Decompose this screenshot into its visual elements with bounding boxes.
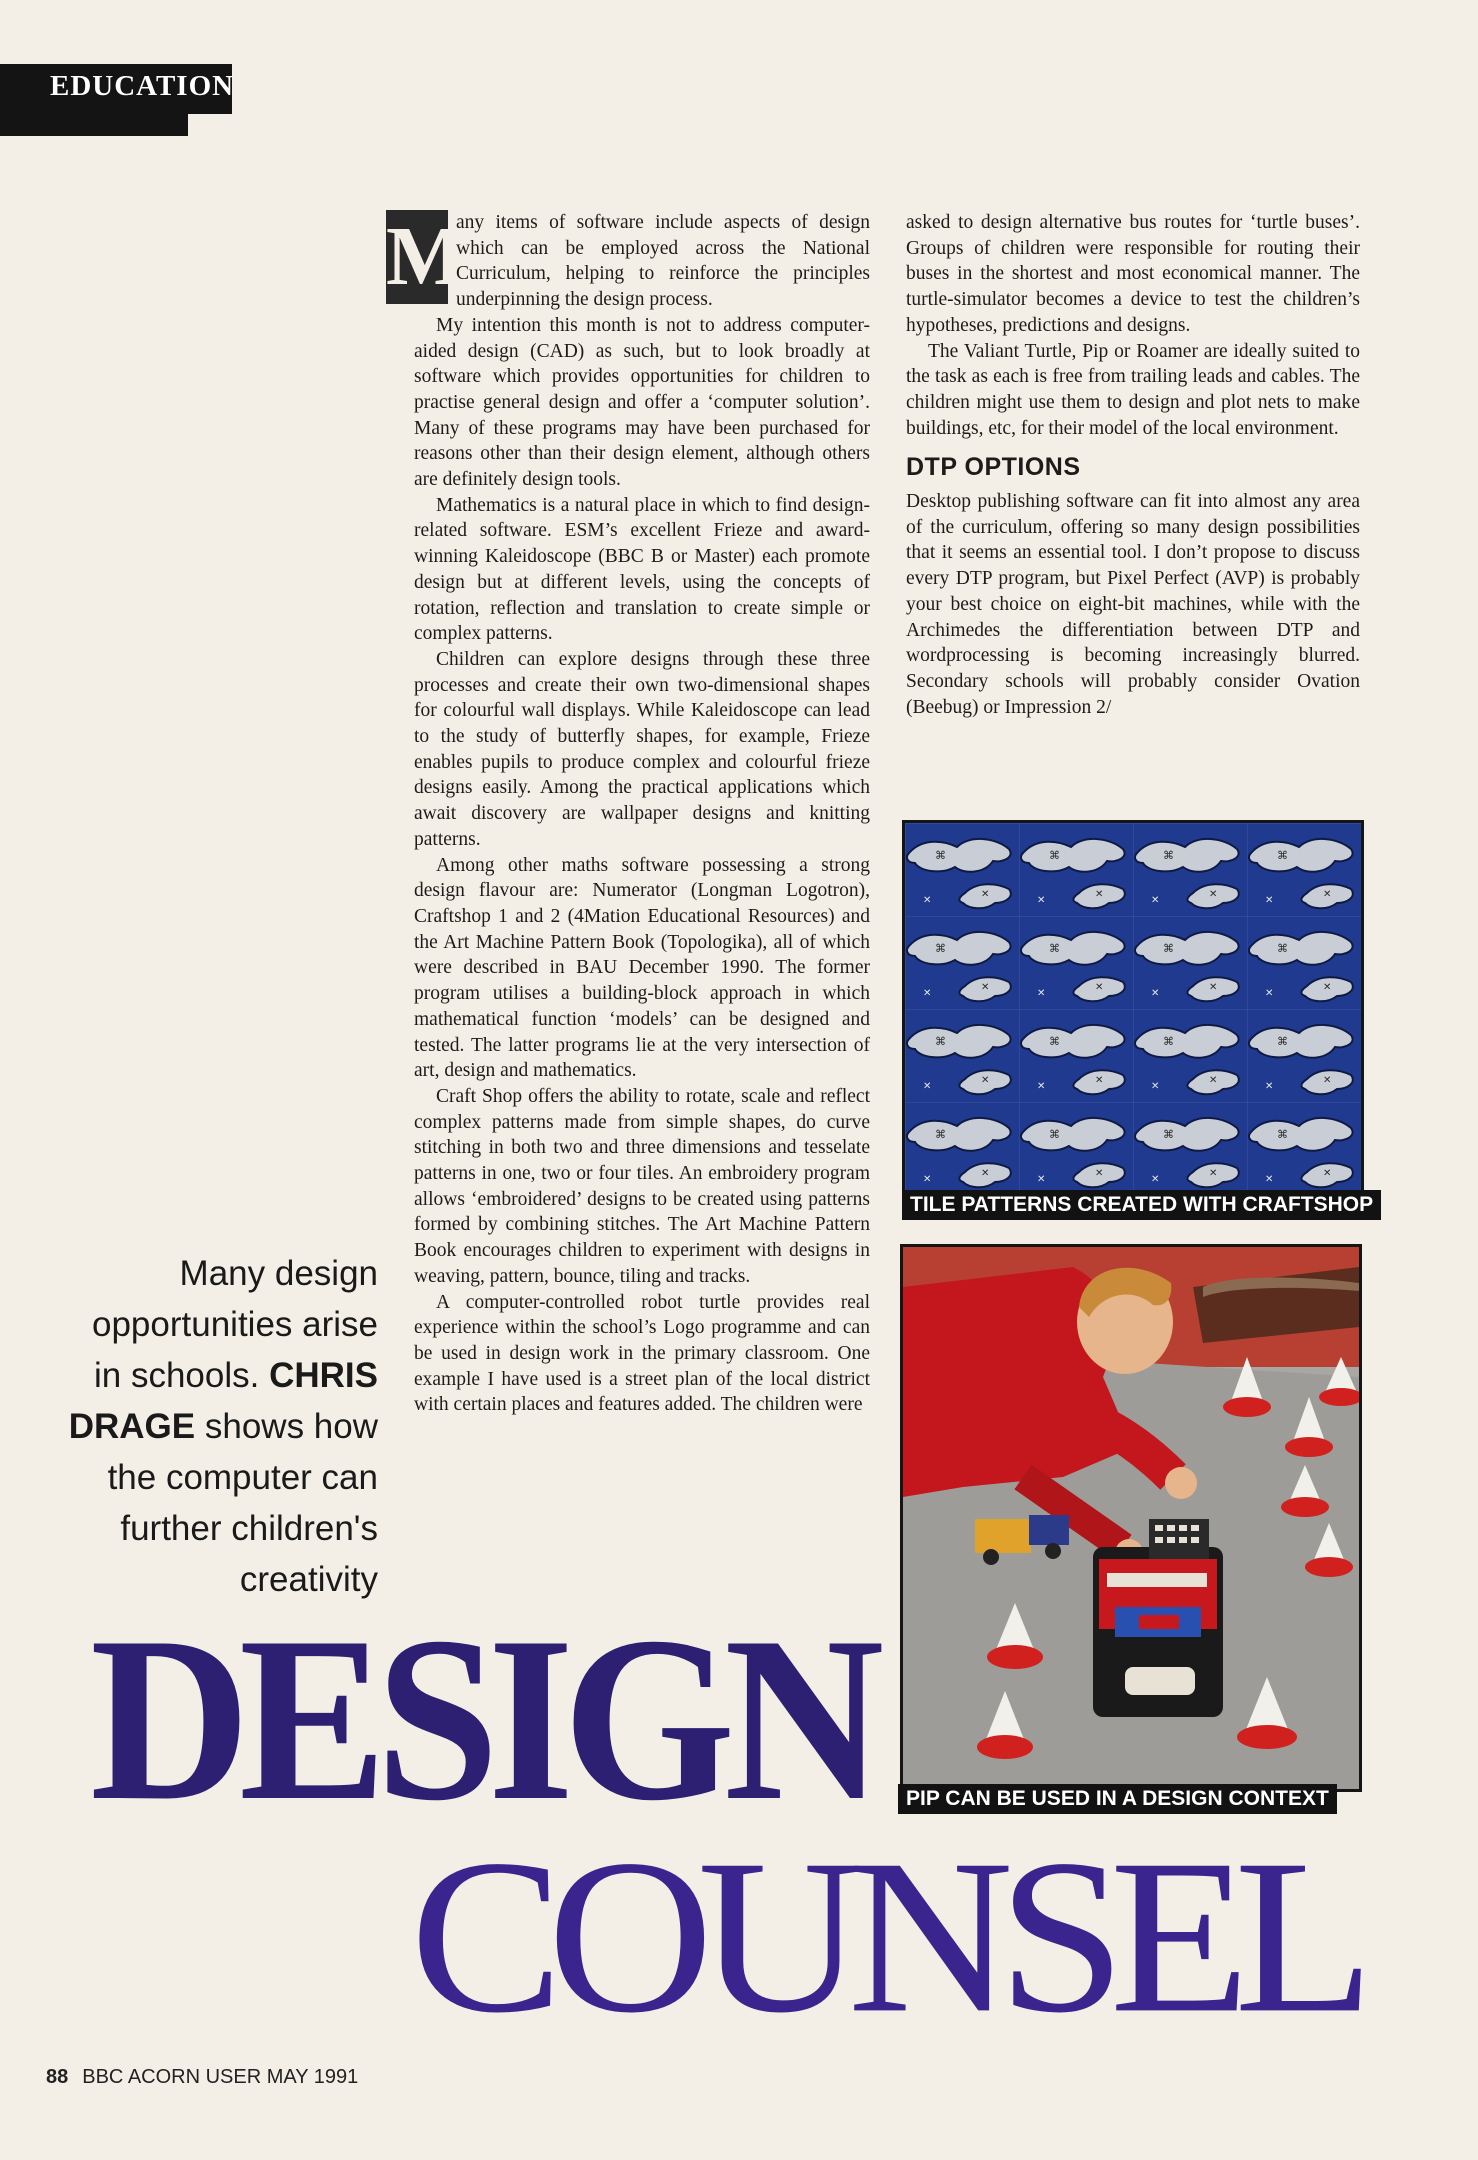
headline-counsel: COUNSEL: [410, 1813, 1359, 2059]
paragraph: Children can explore designs through these three processes and create their own two-dimensional shapes for colourful wall displays. While Kaleidoscope can lead to the study of butterfly shapes, for example, Frieze enables pupils to produce complex and colourful frieze designs easily. Among the practical applications which await discovery are wallpaper designs and knitting patterns.: [414, 648, 870, 850]
paragraph: Desktop publishing software can fit into almost any area of the curriculum, offering so many design possibilities that it seems an essential tool. I don’t propose to discuss every DTP program, but Pixel Perfect (AVP) is probably your best choice on eight-bit machines, while with the Archimedes the differentiation between DTP and wordprocessing is becoming increasingly blurred. Secondary schools will probably consider Ovation (Beebug) or Impression 2/: [906, 491, 1360, 718]
paragraph: The Valiant Turtle, Pip or Roamer are ideally suited to the task as each is free from trailing leads and cables. The children might use them to design and plot nets to make buildings, etc, for their model of the local environment.: [906, 340, 1360, 439]
tile-pattern-image: [905, 823, 1361, 1195]
paragraph: A computer-controlled robot turtle provides real experience within the school’s Logo programme and can be used in design work in the primary classroom. One example I have used is a street plan of the local district with certain places and features added. The children were: [414, 1291, 870, 1416]
publication-info: BBC ACORN USER MAY 1991: [82, 2066, 359, 2088]
headline-design: DESIGN: [90, 1589, 873, 1850]
paragraph: Craft Shop offers the ability to rotate, scale and reflect complex patterns made from simple shapes, do curve stitching in both two and three dimensions and tesselate patterns in one, two or four tiles. An embroidery program allows ‘embroidered’ designs to be created using patterns formed by combining stitches. The Art Machine Pattern Book encourages children to experiment with designs in weaving, pattern, bounce, tiling and tracks.: [414, 1085, 870, 1287]
figure-tile-patterns: [902, 820, 1364, 1198]
figure-pip-robot: [900, 1244, 1362, 1792]
child-with-robot-photo: [903, 1247, 1359, 1789]
author-name: DRAGE: [68, 1407, 196, 1446]
subheading: DTP OPTIONS: [906, 453, 1081, 482]
body-column-1: [386, 210, 870, 1418]
paragraph: My intention this month is not to address computer-aided design (CAD) as such, but to look broadly at software which provides opportunities for children to practise general design and offer a ‘computer solution’. Many of these programs may have been purchased for reasons other than their design element, although others are definitely design tools.: [414, 314, 870, 491]
section-tag: [0, 64, 235, 114]
paragraph: asked to design alternative bus routes for ‘turtle buses’. Groups of children were responsible for routing their buses in the shortest and most economical manner. The turtle-simulator becomes a device to test the children’s hypotheses, predictions and designs.: [906, 212, 1360, 336]
drop-cap: M: [386, 210, 466, 303]
figure2-caption: PIP CAN BE USED IN A DESIGN CONTEXT: [898, 1784, 1337, 1814]
section-tag-decoration: [0, 110, 188, 136]
body-column-2: [906, 210, 1360, 720]
page-number: 88: [46, 2066, 69, 2088]
paragraph: Among other maths software possessing a strong design flavour are: Numerator (Longman Logotron), Craftshop 1 and 2 (4Mation Educational Resources) and the Art Machine Pattern Book (Topologika), all of which were described in BAU December 1990. The former program utilises a building-block approach in which mathematical function ‘models’ can be designed and tested. The latter programs lie at the very intersection of art, design and mathematics.: [414, 854, 870, 1082]
paragraph: M any items of software include aspects of design which can be employed across the National Curriculum, helping to reinforce the principles underpinning the design process.: [386, 210, 870, 311]
section-tag-label: EDUCATION: [50, 70, 235, 102]
figure1-caption: TILE PATTERNS CREATED WITH CRAFTSHOP: [902, 1190, 1381, 1220]
author-name: CHRIS: [269, 1356, 378, 1395]
standfirst: Many design opportunities arise in schools. CHRIS DRAGE shows how the computer can further children's creativity: [68, 1254, 378, 1599]
page-footer: [46, 2066, 358, 2089]
paragraph: Mathematics is a natural place in which to find design-related software. ESM’s excellent Frieze and award-winning Kaleidoscope (BBC B or Master) each promote design but at different levels, using the concepts of rotation, reflection and translation to create simple or complex patterns.: [414, 494, 870, 645]
